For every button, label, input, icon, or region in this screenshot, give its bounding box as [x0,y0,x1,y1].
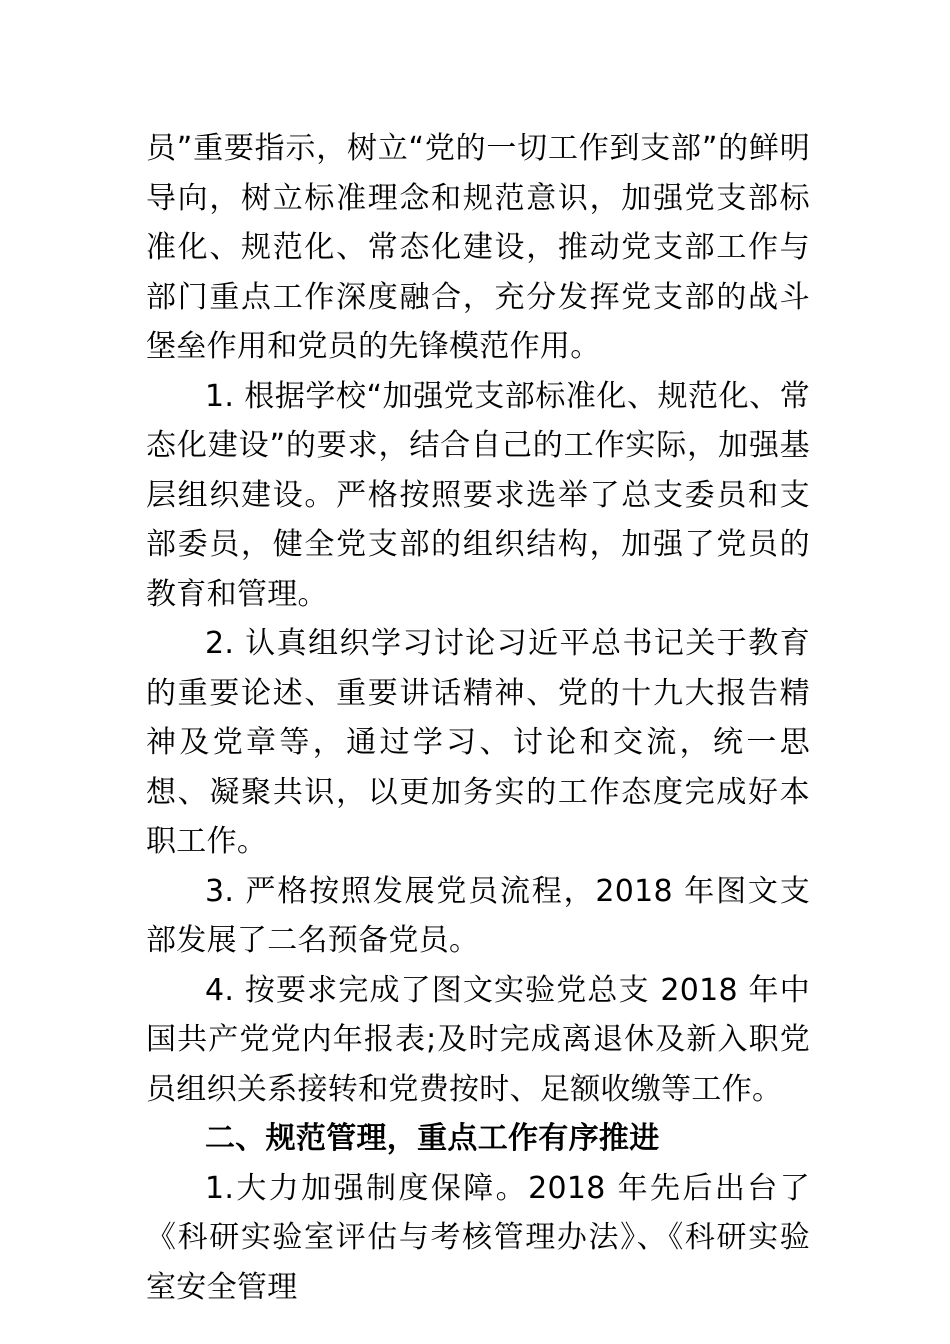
paragraph-item-1: 1. 根据学校“加强党支部标准化、规范化、常态化建设”的要求，结合自己的工作实际，加强基层组织建设。严格按照要求选举了总支委员和支部委员，健全党支部的组织结构，加强了党员的教育和管理。 [146,378,810,612]
paragraph-item-4: 4. 按要求完成了图文实验党总支 2018 年中国共产党党内年报表;及时完成离退休及新入职党员组织关系接转和党费按时、足额收缴等工作。 [146,972,810,1107]
paragraph-item-3: 3. 严格按照发展党员流程，2018 年图文支部发展了二名预备党员。 [146,873,810,958]
document-body [146,124,810,1312]
paragraph-item-2: 2. 认真组织学习讨论习近平总书记关于教育的重要论述、重要讲话精神、党的十九大报告精神及党章等，通过学习、讨论和交流，统一思想、凝聚共识，以更加务实的工作态度完成好本职工作。 [146,626,810,859]
paragraph-continuation: 员”重要指示，树立“党的一切工作到支部”的鲜明导向，树立标准理念和规范意识，加强党支部标准化、规范化、常态化建设，推动党支部工作与部门重点工作深度融合，充分发挥党支部的战斗堡垒作用和党员的先锋模范作用。 [146,131,810,364]
section-heading: 二、规范管理，重点工作有序推进 [205,1121,660,1156]
paragraph-section-item-1: 1.大力加强制度保障。2018 年先后出台了《科研实验室评估与考核管理办法》、《科研实验室安全管理 [146,1170,810,1305]
